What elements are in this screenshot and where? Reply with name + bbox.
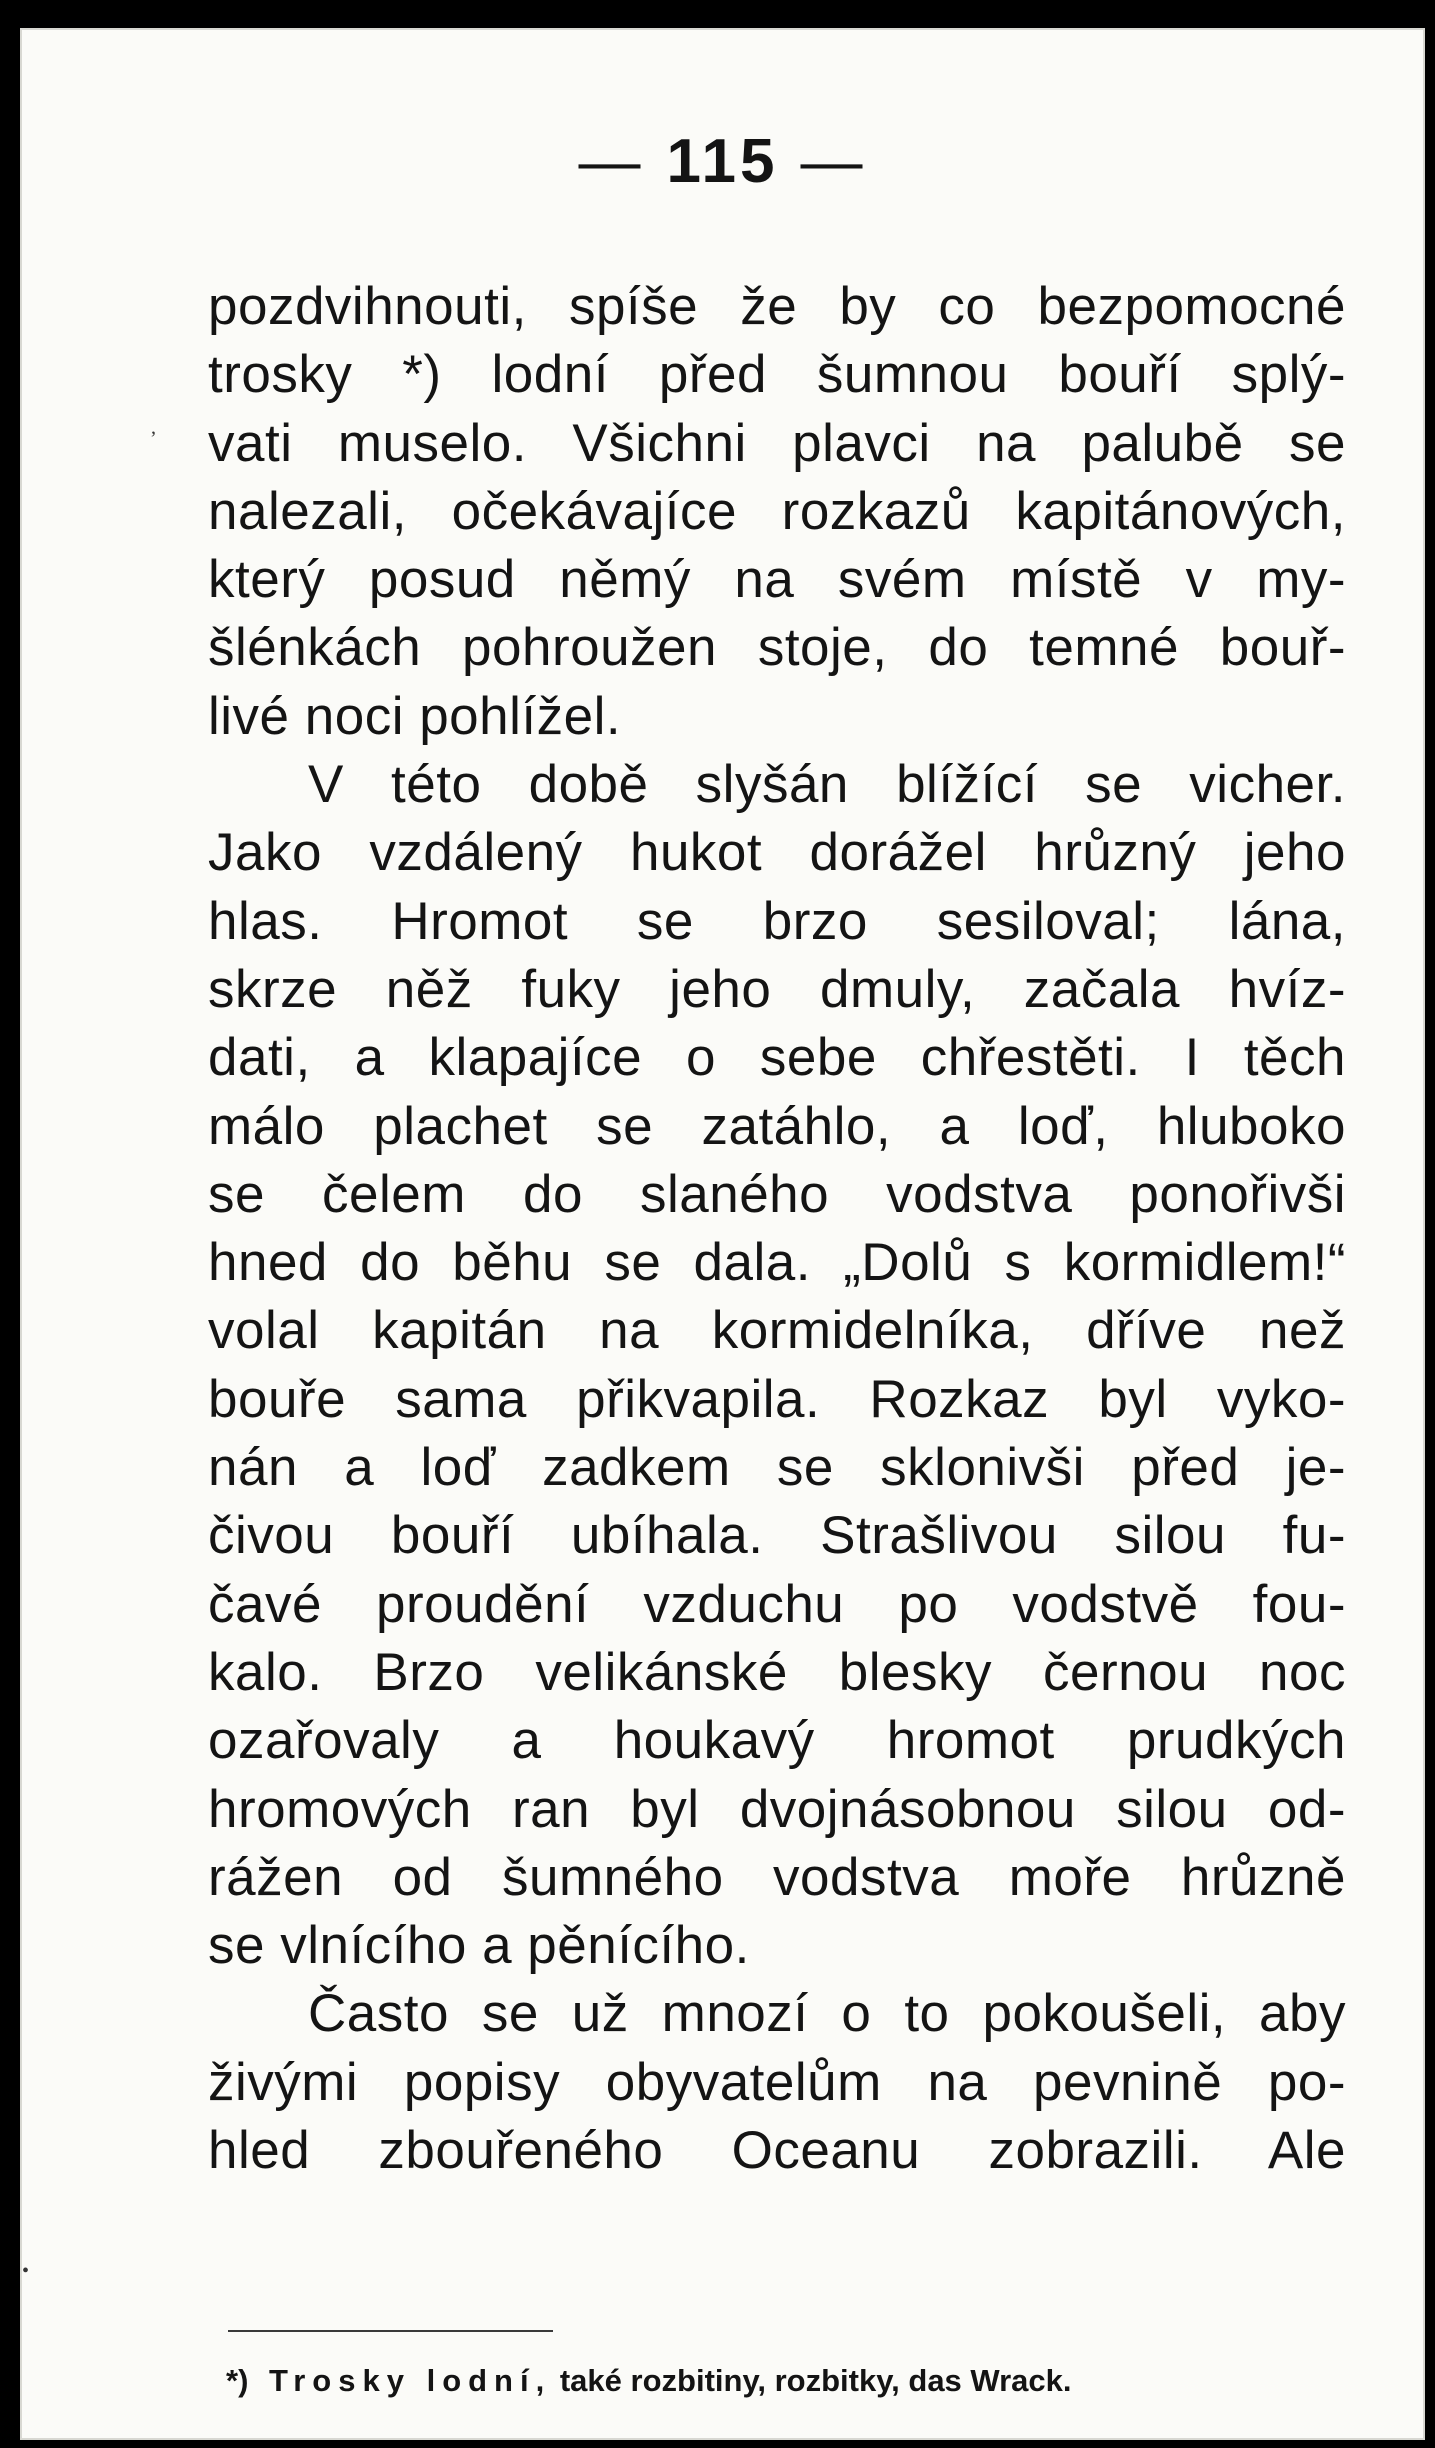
page-number: 115 [666,127,779,196]
text-line: bouře sama přikvapila. Rozkaz byl vyko- [208,1369,1346,1429]
text-line: hned do běhu se dala. „Dolů s kormidlem!“ [208,1233,1346,1293]
text-line: málo plachet se zatáhlo, a loď, hluboko [208,1096,1346,1156]
text-line: pozdvihnouti, spíše že by co bezpomocné [208,277,1346,336]
text-line: ozařovaly a houkavý hromot prudkých [208,1711,1346,1771]
text-line: hled zbouřeného Oceanu zobrazili. Ale [208,2121,1346,2181]
text-line: nán a loď zadkem se sklonivši před je- [208,1438,1346,1498]
text-line: živými popisy obyvatelům na pevnině po- [208,2052,1346,2112]
text-line: trosky *) lodní před šumnou bouří splý- [208,345,1346,405]
footnote-text: také rozbitiny, rozbitky, das Wrack. [559,2363,1072,2398]
text-line: šlénkách pohroužen stoje, do temné bouř- [208,618,1346,678]
header-dash-right: — [800,127,867,196]
text-line: se čelem do slaného vodstva ponořivši [208,1164,1346,1224]
text-line: V této době slyšán blížící se vicher. [308,755,1346,815]
text-line: dati, a klapajíce o sebe chřestěti. I těch [208,1028,1346,1088]
page-header [20,126,1425,197]
body-text [208,273,1346,2185]
text-line: livé noci pohlížel. [208,686,622,746]
text-line: Často se už mnozí o to pokoušeli, aby [308,1984,1346,2044]
footnote-rule [228,2330,553,2332]
text-line: čavé proudění vzduchu po vodstvě fou- [208,1574,1346,1634]
margin-speck: • [22,2260,30,2282]
header-dash-left: — [578,127,645,196]
text-line: se vlnícího a pěnícího. [208,1916,750,1976]
text-line: Jako vzdálený hukot dorážel hrůzný jeho [208,823,1346,883]
text-line: nalezali, očekávajíce rozkazů kapitánových, [208,481,1346,541]
text-line: hromových ran byl dvojnásobnou silou od- [208,1779,1346,1839]
margin-speck: ʼ [150,428,157,450]
footnote-term: Trosky lodní, [269,2363,552,2398]
book-page [20,28,1425,2440]
text-line: skrze něž fuky jeho dmuly, začala hvíz- [208,959,1346,1019]
text-line: kalo. Brzo velikánské blesky černou noc [208,1642,1346,1702]
text-line: který posud němý na svém místě v my- [208,550,1346,610]
text-line: hlas. Hromot se brzo sesiloval; lána, [208,891,1346,951]
footnote [226,2363,1346,2399]
text-line: rážen od šumného vodstva moře hrůzně [208,1847,1346,1907]
text-line: čivou bouří ubíhala. Strašlivou silou fu- [208,1506,1346,1566]
text-line: volal kapitán na kormidelníka, dříve než [208,1301,1346,1361]
text-line: vati muselo. Všichni plavci na palubě se [208,413,1346,473]
footnote-mark: *) [226,2363,249,2398]
